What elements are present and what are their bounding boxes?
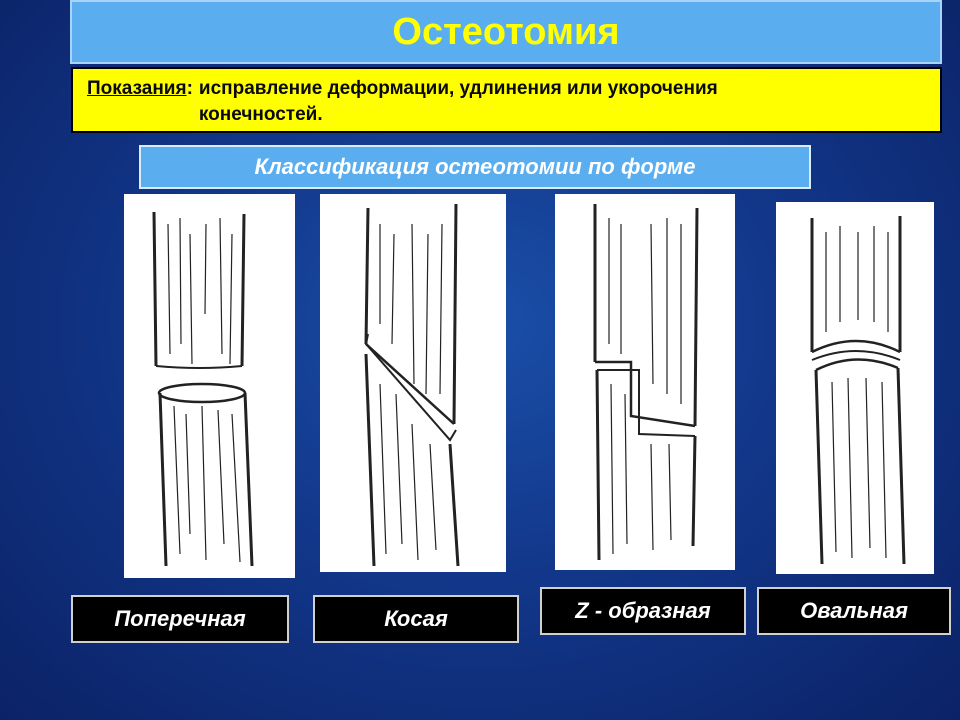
caption-transverse: Поперечная bbox=[71, 595, 289, 643]
caption-oval: Овальная bbox=[757, 587, 951, 635]
indications-line-2: конечностей. bbox=[198, 104, 323, 125]
oval-osteotomy-illustration bbox=[776, 202, 934, 574]
oblique-osteotomy-illustration bbox=[320, 194, 506, 572]
title-banner bbox=[70, 0, 942, 64]
indications-line-1: исправление деформации, удлинения или укорочения bbox=[198, 78, 718, 99]
z-shaped-osteotomy-illustration bbox=[555, 194, 735, 570]
indications-colon: : bbox=[186, 78, 193, 99]
indications-label: Показания bbox=[87, 78, 187, 99]
caption-z-shaped: Z - образная bbox=[540, 587, 746, 635]
page-title: Остеотомия bbox=[392, 10, 620, 53]
transverse-osteotomy-illustration bbox=[124, 194, 295, 578]
caption-oblique: Косая bbox=[313, 595, 519, 643]
classification-heading-box bbox=[139, 145, 811, 189]
indications-box bbox=[71, 67, 942, 133]
classification-heading: Классификация остеотомии по форме bbox=[254, 154, 696, 179]
